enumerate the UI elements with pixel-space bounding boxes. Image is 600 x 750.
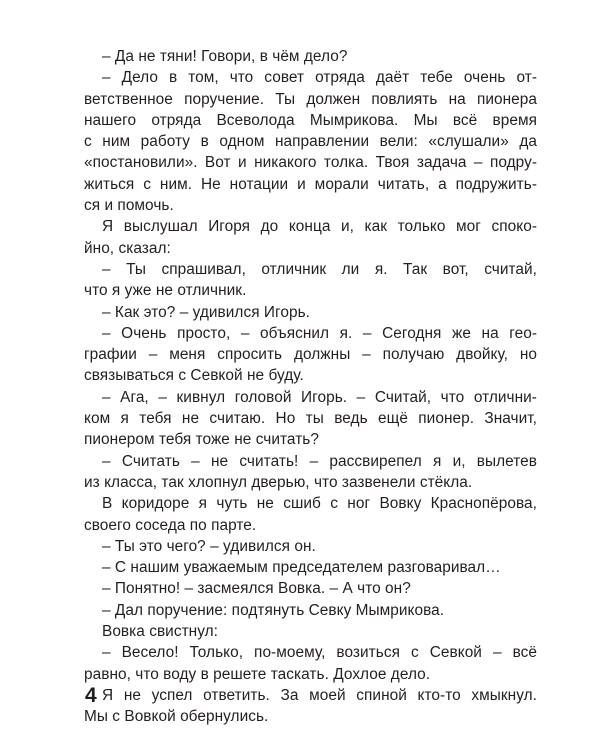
text-line: – Ты это чего? – удивился он.	[102, 537, 316, 555]
text-line: – Понятно! – засмеялся Вовка. – А что он?	[102, 580, 411, 598]
text-line: Я не успел ответить. За моей спиной кто-то хмыкнул.	[102, 686, 537, 704]
text-line: – Как это? – удивился Игорь.	[102, 303, 310, 321]
text-line: – Считать – не считать! – рассвирепел я и, вылетев	[102, 452, 537, 470]
text-line: своего соседа по парте.	[84, 516, 257, 534]
text-line: – Весело! Только, по-моему, возиться с Севкой – всё	[102, 644, 537, 662]
text-line: – Ты спрашивал, отличник ли я. Так вот, считай,	[102, 260, 537, 278]
text-line: пионером тебя тоже не считать?	[84, 431, 319, 449]
text-line: йно, сказал:	[84, 239, 171, 257]
text-line: – Дал поручение: подтянуть Севку Мымрикова.	[102, 601, 445, 619]
text-line: житься с ним. Не нотации и морали читать, а подружить-	[84, 175, 537, 193]
text-line: – Ага, – кивнул головой Игорь. – Считай, что отлични-	[102, 388, 537, 406]
text-line: Вовка свистнул:	[102, 623, 218, 641]
text-line: с ним работу в одном направлении вели: «слушали» да	[84, 133, 537, 151]
text-line: что я уже не отличник.	[84, 282, 247, 300]
text-line: – С нашим уважаемым председателем разговаривал…	[102, 559, 501, 577]
text-line: Мы с Вовкой обернулись.	[84, 708, 269, 726]
text-line: из класса, так хлопнул дверью, что зазвенели стёкла.	[84, 473, 473, 491]
page-number: 4	[85, 684, 97, 707]
text-line: «постановили». Вот и никакого толка. Твоя задача – подру-	[84, 154, 537, 172]
text-line: – Да не тяни! Говори, в чём дело?	[102, 48, 348, 65]
text-line: связываться с Севкой не буду.	[84, 367, 304, 385]
text-line: ком я тебя не считаю. Но ты ведь ещё пионер. Значит,	[84, 410, 537, 428]
text-line: нашего отряда Всеволода Мымрикова. Мы всё время	[84, 111, 537, 129]
text-line: Я выслушал Игоря до конца и, как только мог споко-	[102, 218, 537, 236]
text-line: – Дело в том, что совет отряда даёт тебе очень от-	[102, 69, 537, 87]
text-line: графии – меня спросить должны – получаю двойку, но	[84, 346, 537, 364]
page-text	[84, 46, 537, 728]
text-line: равно, что воду в решете таскать. Дохлое дело.	[84, 665, 431, 683]
text-line: В коридоре я чуть не сшиб с ног Вовку Краснопёрова,	[102, 495, 537, 513]
text-line: ся и помочь.	[84, 197, 174, 215]
text-line: ветственное поручение. Ты должен повлиять на пионера	[84, 90, 537, 108]
text-line: – Очень просто, – объяснил я. – Сегодня же на гео-	[102, 324, 537, 342]
